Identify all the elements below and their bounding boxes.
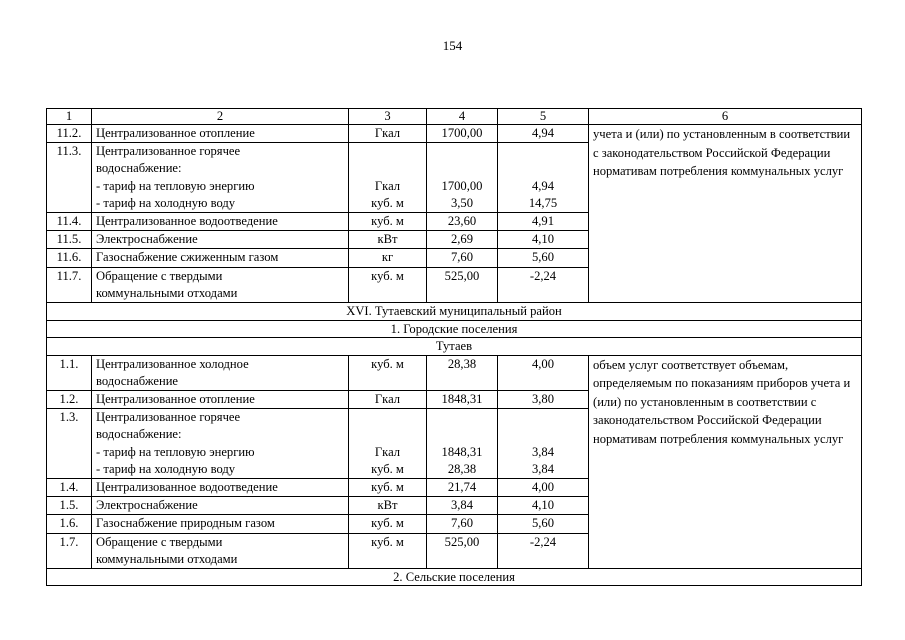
- tariff-table: [46, 108, 862, 586]
- subsection-row: [47, 568, 862, 586]
- row-number: 1.3.: [47, 409, 92, 479]
- service-name: Обращение с твердыми коммунальными отходами: [92, 533, 349, 568]
- table-row: [47, 355, 862, 390]
- value-5: 4,10: [498, 497, 589, 515]
- value-5: 4,91: [498, 213, 589, 231]
- row-number: 1.1.: [47, 355, 92, 390]
- value-5: 5,60: [498, 515, 589, 533]
- row-number: 11.3.: [47, 143, 92, 213]
- service-name: Централизованное водоотведение: [92, 213, 349, 231]
- row-number: 1.4.: [47, 478, 92, 496]
- value-5: 4,94: [498, 125, 589, 143]
- header-cell: 4: [427, 109, 498, 125]
- section-title: XVI. Тутаевский муниципальный район: [47, 303, 862, 321]
- value-4: 23,60: [427, 213, 498, 231]
- unit: куб. м: [349, 533, 427, 568]
- header-cell: 6: [589, 109, 862, 125]
- value-4: 1848,31: [427, 390, 498, 408]
- row-number: 11.7.: [47, 267, 92, 302]
- service-name: Газоснабжение сжиженным газом: [92, 249, 349, 267]
- locality-row: [47, 338, 862, 356]
- header-cell: 3: [349, 109, 427, 125]
- row-number: 11.4.: [47, 213, 92, 231]
- subsection-row: [47, 320, 862, 338]
- unit: Гкал: [349, 125, 427, 143]
- note-cell: учета и (или) по установленным в соответствии с законодательством Российской Федерации нормативам потребления коммунальных услуг: [589, 125, 862, 303]
- service-name: Газоснабжение природным газом: [92, 515, 349, 533]
- value-5: -2,24: [498, 267, 589, 302]
- value-5: -2,24: [498, 533, 589, 568]
- header-cell: 2: [92, 109, 349, 125]
- value-5: 4,94 14,75: [498, 143, 589, 213]
- value-4: 3,84: [427, 497, 498, 515]
- value-5: 3,80: [498, 390, 589, 408]
- header-row: [47, 109, 862, 125]
- unit: куб. м: [349, 267, 427, 302]
- unit: кВт: [349, 231, 427, 249]
- value-5: 3,84 3,84: [498, 409, 589, 479]
- value-5: 4,00: [498, 355, 589, 390]
- row-number: 1.6.: [47, 515, 92, 533]
- unit: кВт: [349, 497, 427, 515]
- service-name: Централизованное холодное водоснабжение: [92, 355, 349, 390]
- locality-title: Тутаев: [47, 338, 862, 356]
- value-4: 1700,00: [427, 125, 498, 143]
- value-4: 21,74: [427, 478, 498, 496]
- unit: Гкал: [349, 390, 427, 408]
- row-number: 11.5.: [47, 231, 92, 249]
- service-name: Обращение с твердыми коммунальными отходами: [92, 267, 349, 302]
- service-name: Электроснабжение: [92, 497, 349, 515]
- unit: куб. м: [349, 213, 427, 231]
- unit: кг: [349, 249, 427, 267]
- value-4: 2,69: [427, 231, 498, 249]
- value-4: 525,00: [427, 533, 498, 568]
- unit: куб. м: [349, 515, 427, 533]
- value-4: 1848,31 28,38: [427, 409, 498, 479]
- value-4: 7,60: [427, 515, 498, 533]
- value-4: 1700,00 3,50: [427, 143, 498, 213]
- row-number: 11.6.: [47, 249, 92, 267]
- table-row: [47, 125, 862, 143]
- service-name: Электроснабжение: [92, 231, 349, 249]
- header-cell: 1: [47, 109, 92, 125]
- note-cell: объем услуг соответствует объемам, определяемым по показаниям приборов учета и (или) по установленным в соответствии с законодательством Российской Федерации нормативам потребления коммунальных услуг: [589, 355, 862, 568]
- service-name: Централизованное отопление: [92, 125, 349, 143]
- unit: куб. м: [349, 355, 427, 390]
- row-number: 1.7.: [47, 533, 92, 568]
- value-4: 525,00: [427, 267, 498, 302]
- service-name: Централизованное горячее водоснабжение: - тариф на тепловую энергию - тариф на холодную воду: [92, 409, 349, 479]
- service-name: Централизованное водоотведение: [92, 478, 349, 496]
- unit: Гкал куб. м: [349, 143, 427, 213]
- section-row: [47, 303, 862, 321]
- service-name: Централизованное отопление: [92, 390, 349, 408]
- row-number: 1.5.: [47, 497, 92, 515]
- value-5: 4,10: [498, 231, 589, 249]
- value-5: 5,60: [498, 249, 589, 267]
- value-5: 4,00: [498, 478, 589, 496]
- header-cell: 5: [498, 109, 589, 125]
- row-number: 11.2.: [47, 125, 92, 143]
- subsection-title: 2. Сельские поселения: [47, 568, 862, 586]
- value-4: 28,38: [427, 355, 498, 390]
- service-name: Централизованное горячее водоснабжение: - тариф на тепловую энергию - тариф на холодную воду: [92, 143, 349, 213]
- subsection-title: 1. Городские поселения: [47, 320, 862, 338]
- unit: Гкал куб. м: [349, 409, 427, 479]
- unit: куб. м: [349, 478, 427, 496]
- value-4: 7,60: [427, 249, 498, 267]
- page-number: 154: [442, 38, 463, 53]
- row-number: 1.2.: [47, 390, 92, 408]
